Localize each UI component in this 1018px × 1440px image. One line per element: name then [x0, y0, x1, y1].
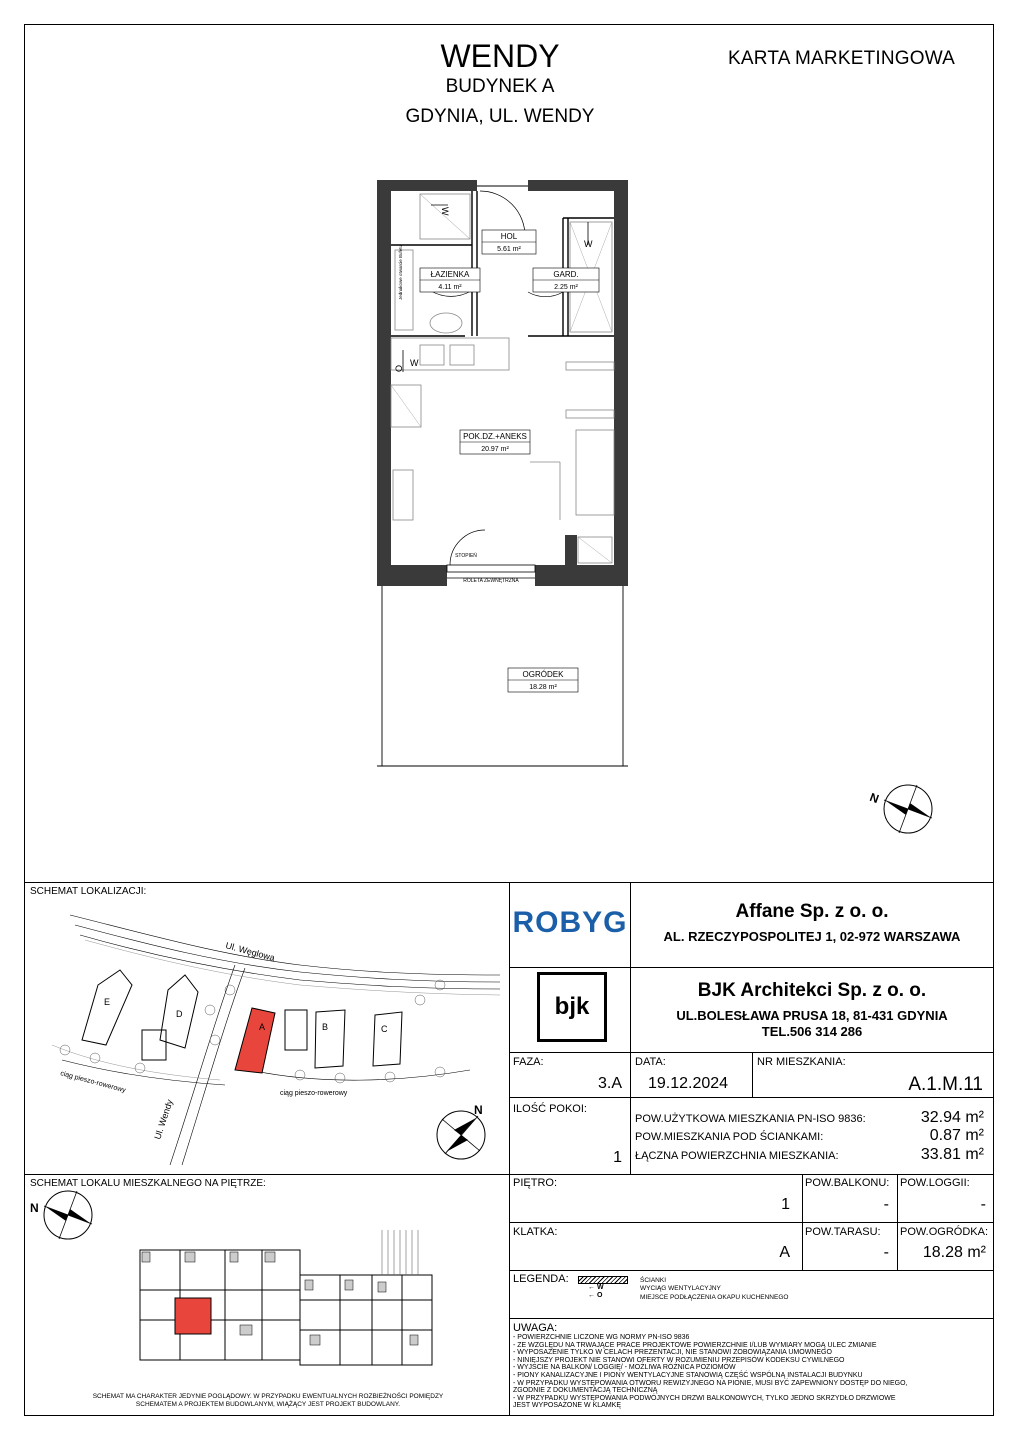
building-a-label: A: [259, 1022, 266, 1032]
ogrodek-value: 18.28 m²: [922, 1244, 986, 1261]
wall-west: [377, 180, 391, 586]
note-line: ZGODNIE Z DOKUMENTACJĄ TECHNICZNĄ: [513, 1387, 658, 1395]
building-b: [315, 1010, 345, 1068]
building-b-label: B: [322, 1022, 329, 1032]
note-line: - PIONY KANALIZACYJNE I PIONY WENTYLACYJNE STANOWIĄ CZĘŚĆ WSPÓLNĄ INSTALACJI BUDYNKU: [513, 1371, 863, 1379]
legend-o: O: [596, 1292, 603, 1299]
location-label: SCHEMAT LOKALIZACJI:: [30, 886, 147, 897]
balkon-label: POW.BALKONU:: [805, 1177, 890, 1189]
floor-schema-label: SCHEMAT LOKALU MIESZKALNEGO NA PIĘTRZE:: [30, 1178, 266, 1189]
architect-address: UL.BOLESŁAWA PRUSA 18, 81-431 GDYNIA: [676, 1008, 948, 1023]
note-line: - ZE WZGLĘDU NA TRWAJĄCE PRACE PROJEKTOWE POWIERZCHNIE I/LUB WYMIARY MOGĄ ULEC ZMIANIE: [513, 1341, 877, 1349]
taras-value: -: [883, 1244, 889, 1261]
robyg-logo: ROBYG: [512, 906, 628, 939]
pow-laczna-value: 33.81 m²: [920, 1146, 984, 1163]
loggia-value: -: [980, 1196, 986, 1213]
street-weglowa: Ul. Węglowa: [224, 940, 276, 964]
balkon-value: -: [883, 1196, 889, 1213]
vent-w-1: W: [410, 358, 419, 368]
klatka-label: KLATKA:: [513, 1226, 558, 1238]
hood-o-1: O: [394, 364, 404, 372]
building-c-label: C: [381, 1024, 388, 1034]
legend-vent-icon: ← W: [588, 1284, 604, 1291]
note-line: JEST WYPOSAŻONE W KLAMKĘ: [513, 1402, 622, 1410]
notes-label: UWAGA:: [513, 1322, 558, 1334]
data-value: 19.12.2024: [648, 1075, 729, 1092]
room-pokoj-name: POK.DZ.+ANEKS: [463, 432, 527, 441]
path-label-1: ciąg pieszo-rowerowy: [59, 1070, 127, 1095]
pietro-label: PIĘTRO:: [513, 1177, 558, 1189]
project-title: WENDY: [440, 38, 560, 74]
floor-schema-disclaimer: [30, 1393, 506, 1409]
legend-item: MIEJSCE PODŁĄCZENIA OKAPU KUCHENNEGO: [640, 1293, 789, 1301]
note-line: - WYPOSAŻENIE TYLKO W CELACH PREZENTACJI, NIE STANOWI ZOBOWIĄZANIA UMOWNEGO: [513, 1349, 832, 1357]
legend-item: ŚCIANKI: [640, 1277, 667, 1284]
bjk-logo-text: bjk: [554, 993, 590, 1020]
klatka-value: A: [779, 1244, 790, 1261]
note-line: - W PRZYPADKU WYSTĘPOWANIA PODWÓJNYCH DRZWI BALKONOWYCH, TYLKO JEDNO SKRZYDŁO DRZWIOWE: [513, 1394, 896, 1402]
building-name: BUDYNEK A: [445, 76, 555, 97]
loggia-label: POW.LOGGII:: [900, 1177, 970, 1189]
wall-south-right: [535, 565, 628, 586]
room-hol-name: HOL: [500, 232, 518, 241]
room-lazienka-name: ŁAZIENKA: [430, 270, 470, 279]
nr-value: A.1.M.11: [908, 1074, 983, 1095]
pokoje-label: ILOŚĆ POKOI:: [513, 1103, 587, 1115]
pow-uzytkowa-value: 32.94 m²: [920, 1109, 984, 1126]
location-map: [28, 900, 506, 1172]
ogrodek-label: POW.OGRÓDKA:: [900, 1226, 989, 1238]
legend-items: [640, 1277, 788, 1302]
apartment-highlight: [175, 1298, 211, 1334]
wall-south-left: [377, 565, 447, 586]
architect-phone: TEL.506 314 286: [761, 1024, 863, 1039]
note-line: - W PRZYPADKU WYSTĘPOWANIA OTWORU REWIZYJNEGO NA PIONIE, MUSI BYĆ ZAPEWNIONY DOSTĘP DO NIEGO,: [513, 1379, 908, 1387]
wall-hatch-icon: [578, 1276, 628, 1284]
wall-north-right: [528, 180, 628, 191]
building-a-highlight: [235, 1008, 275, 1073]
wall-note: Jednakowe otwarcie Bufetu: [398, 244, 403, 300]
disclaimer-line-2: SCHEMATEM A PROJEKTEM BUDOWLANYM, WIĄŻĄCY JEST PROJEKT BUDOWLANY.: [135, 1401, 401, 1408]
pow-scianki-value: 0.87 m²: [929, 1127, 984, 1144]
legend-hood-icon: ← O: [588, 1292, 603, 1299]
path-label-2: ciąg pieszo-rowerowy: [280, 1090, 348, 1097]
vent-w-2: W: [584, 239, 593, 249]
pillar: [565, 535, 577, 566]
floor-plan: [370, 175, 640, 775]
legend-item: WYCIĄG WENTYLACYJNY: [640, 1285, 721, 1293]
room-ogrodek-name: OGRÓDEK: [522, 670, 564, 679]
compass-n-label: N: [867, 790, 881, 807]
project-address: GDYNIA, UL. WENDY: [405, 106, 595, 127]
building-e-label: E: [104, 997, 111, 1007]
legend-w: W: [596, 1284, 604, 1291]
room-gard-area: 2.25 m²: [554, 284, 578, 291]
data-label: DATA:: [635, 1056, 666, 1068]
wall-north-left: [377, 180, 477, 191]
wall-east: [614, 180, 628, 586]
vent-w-3: W: [440, 207, 450, 216]
disclaimer-line-1: SCHEMAT MA CHARAKTER JEDYNIE POGLĄDOWY. W PRZYPADKU EWENTUALNYCH ROZBIEŻNOŚCI POMIĘDZY: [92, 1393, 444, 1400]
building-e: [82, 970, 132, 1045]
floor-compass-n: N: [30, 1201, 39, 1215]
legend-label: LEGENDA:: [513, 1273, 569, 1285]
note-line: - POWIERZCHNIE LICZONE WG NORMY PN-ISO 9836: [513, 1334, 690, 1341]
building-d-label: D: [176, 1009, 183, 1019]
pietro-value: 1: [781, 1196, 790, 1213]
compass-icon: [866, 780, 938, 840]
note-line: - WYJŚCIE NA BALKON/ LOGGIĘ/ - MOŻLIWA RÓŻNICA POZIOMÓW: [513, 1364, 736, 1372]
pow-scianki-label: POW.MIESZKANIA POD ŚCIANKAMI:: [635, 1131, 824, 1143]
room-lazienka-area: 4.11 m²: [438, 284, 462, 291]
developer-name: Affane Sp. z o. o.: [735, 901, 889, 922]
room-gard-name: GARD.: [553, 270, 579, 279]
architect-name: BJK Architekci Sp. z o. o.: [697, 980, 927, 1001]
card-title: KARTA MARKETINGOWA: [728, 48, 956, 69]
floor-schema-map: [28, 1190, 506, 1390]
room-pokoj-area: 20.97 m²: [481, 446, 509, 453]
notes-list: [513, 1334, 991, 1410]
room-ogrodek-area: 18.28 m²: [529, 684, 557, 691]
street-wendy: Ul. Wendy: [152, 1098, 175, 1141]
building-c: [373, 1012, 402, 1066]
developer-address: AL. RZECZYPOSPOLITEJ 1, 02-972 WARSZAWA: [663, 929, 961, 944]
taras-label: POW.TARASU:: [805, 1226, 881, 1238]
pow-laczna-label: ŁĄCZNA POWIERZCHNIA MIESZKANIA:: [635, 1150, 839, 1162]
nr-label: NR MIESZKANIA:: [757, 1056, 846, 1068]
note-line: - NINIEJSZY PROJEKT NIE STANOWI OFERTY W ROZUMIENIU PRZEPISÓW KODEKSU CYWILNEGO: [513, 1356, 845, 1364]
faza-value: 3.A: [597, 1075, 622, 1092]
room-hol-area: 5.61 m²: [497, 246, 521, 253]
pow-uzytkowa-label: POW.UŻYTKOWA MIESZKANIA PN-ISO 9836:: [635, 1113, 866, 1125]
location-compass-n: N: [474, 1103, 483, 1117]
roleta-label: ROLETA ZEWNĘTRZNA: [463, 578, 519, 584]
stopien-label: STOPIEŃ: [455, 553, 477, 559]
faza-label: FAZA:: [513, 1056, 544, 1068]
bjk-logo: [537, 972, 607, 1042]
pokoje-value: 1: [613, 1149, 622, 1166]
